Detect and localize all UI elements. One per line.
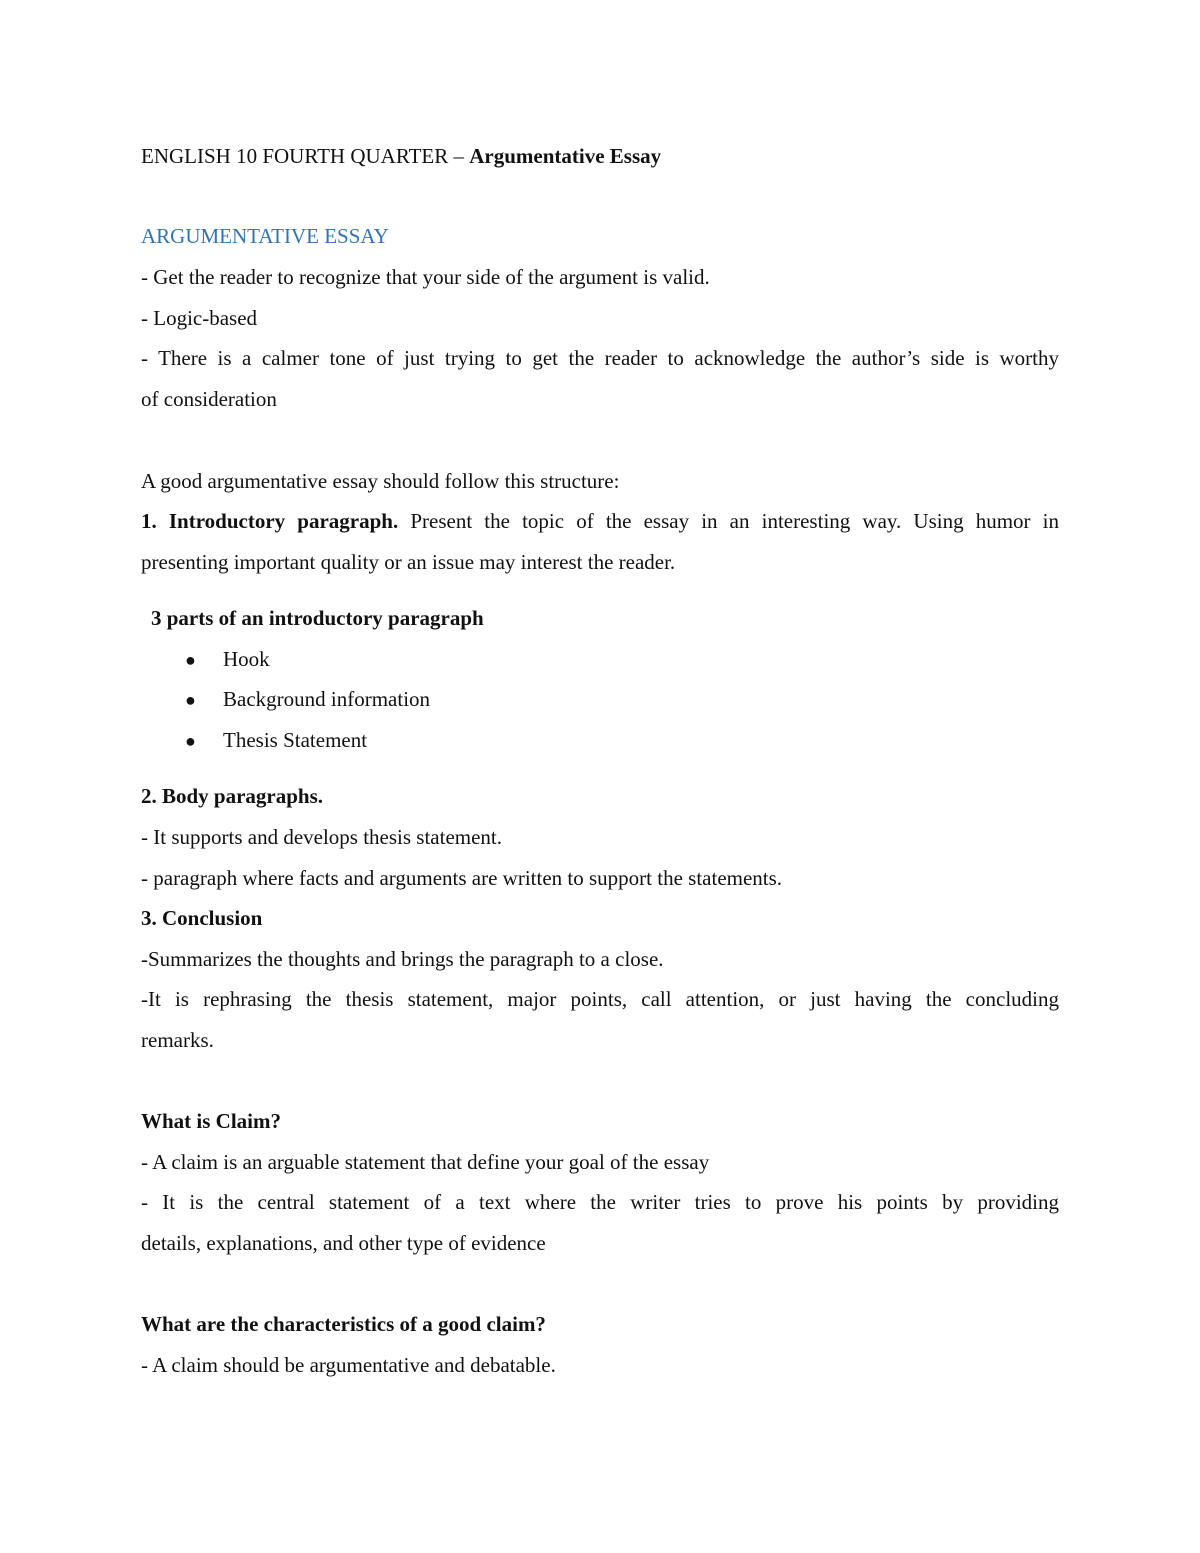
bullet-icon: ● [185,731,196,751]
list-item-text: Hook [223,647,270,671]
intro-paragraph-text: Present the topic of the essay in an interesting way. Using humor in [398,509,1059,533]
intro-paragraph-label: 1. Introductory paragraph. [141,509,399,533]
claim-heading: What is Claim? [141,1109,282,1133]
definition-point-1: - Get the reader to recognize that your side of the argument is valid. [141,265,710,289]
good-claim-heading: What are the characteristics of a good claim? [141,1312,546,1336]
body-paragraphs-heading: 2. Body paragraphs. [141,784,324,808]
title-suffix: Argumentative Essay [469,144,662,168]
bullet-icon: ● [185,650,196,670]
intro-parts-heading: 3 parts of an introductory paragraph [151,606,484,630]
conclusion-point-2-line-2: remarks. [141,1028,214,1052]
body-paragraphs-point-2: - paragraph where facts and arguments are written to support the statements. [141,866,783,890]
list-item [185,685,430,714]
definition-point-3-line-1: - There is a calmer tone of just trying to get the reader to acknowledge the author’s side is worthy [141,346,1059,370]
conclusion-point-2-line-1: -It is rephrasing the thesis statement, major points, call attention, or just having the concluding [141,987,1059,1011]
section-heading: ARGUMENTATIVE ESSAY [141,224,389,248]
document-title [141,142,661,170]
claim-point-2-line-1: - It is the central statement of a text where the writer tries to prove his points by providing [141,1190,1059,1214]
definition-point-2: - Logic-based [141,306,258,330]
body-paragraphs-point-1: - It supports and develops thesis statement. [141,825,503,849]
intro-paragraph-line-1 [141,507,1059,535]
title-prefix: ENGLISH 10 FOURTH QUARTER – [141,144,470,168]
list-item-text: Thesis Statement [223,728,368,752]
list-item [185,645,270,674]
bullet-icon: ● [185,690,196,710]
intro-paragraph-line-2: presenting important quality or an issue may interest the reader. [141,550,676,574]
claim-point-1: - A claim is an arguable statement that define your goal of the essay [141,1150,710,1174]
claim-point-2-line-2: details, explanations, and other type of evidence [141,1231,546,1255]
conclusion-point-1: -Summarizes the thoughts and brings the paragraph to a close. [141,947,664,971]
list-item [185,726,367,755]
conclusion-heading: 3. Conclusion [141,906,263,930]
definition-point-3-line-2: of consideration [141,387,277,411]
structure-intro: A good argumentative essay should follow this structure: [141,469,620,493]
list-item-text: Background information [223,687,431,711]
good-claim-point-1: - A claim should be argumentative and debatable. [141,1353,556,1377]
